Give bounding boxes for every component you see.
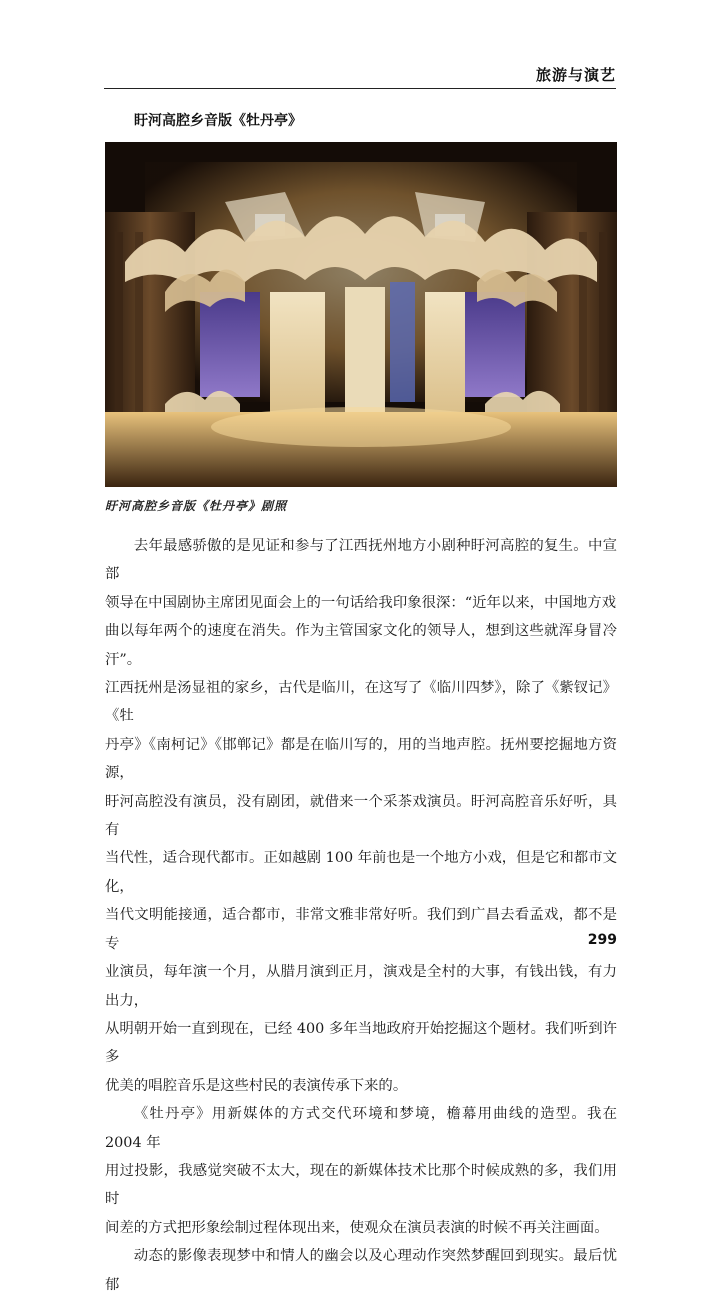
body-text: [105, 532, 617, 1299]
paragraph: 去年最感骄傲的是见证和参与了江西抚州地方小剧种盱河高腔的复生。中宣部 领导在中国剧协主席团见面会上的一句话给我印象很深：“近年以来，中国地方戏 曲以每年两个的速度在消失。作为主管国家文化的领导人，想到这些就浑身冒冷汗”。 江西抚州是汤显祖的家乡，古代是临川，在这写了《临川四梦》，除了《紫钗记》《牡 丹亭》《南柯记》《邯郸记》都是在临川写的，用的当地声腔。抚州要挖掘地方资源， 盱河高腔没有演员，没有剧团，就借来一个采茶戏演员。盱河高腔音乐好听，具有 当代性，适合现代都市。正如越剧 100 年前也是一个地方小戏，但是它和都市文化， 当代文明能接通，适合都市，非常文雅非常好听。我们到广昌去看孟戏，都不是专 业演员，每年演一个月，从腊月演到正月，演戏是全村的大事，有钱出钱，有力出力， 从明朝开始一直到现在，已经 400 多年当地政府开始挖掘这个题材。我们听到许多 优美的唱腔音乐是这些村民的表演传承下来的。: [105, 538, 617, 1094]
page-number: 299: [587, 932, 617, 948]
running-header: [104, 62, 616, 89]
stage-photo: [105, 142, 617, 487]
header-title: 旅游与演艺: [535, 66, 616, 84]
stage-photo-illustration: [105, 142, 617, 487]
section-heading: 盱河高腔乡音版《牡丹亭》: [134, 113, 302, 129]
paragraph: 《牡丹亭》用新媒体的方式交代环境和梦境，檐幕用曲线的造型。我在 2004 年 用过投影，我感觉突破不太大，现在的新媒体技术比那个时候成熟的多，我们用时 间差的方式把形象绘制过程体现出来，使观众在演员表演的时候不再关注画面。: [105, 1106, 617, 1236]
photo-caption: 盱河高腔乡音版《牡丹亭》剧照: [105, 499, 288, 513]
paragraph: 动态的影像表现梦中和情人的幽会以及心理动作突然梦醒回到现实。最后忧郁: [105, 1248, 617, 1293]
